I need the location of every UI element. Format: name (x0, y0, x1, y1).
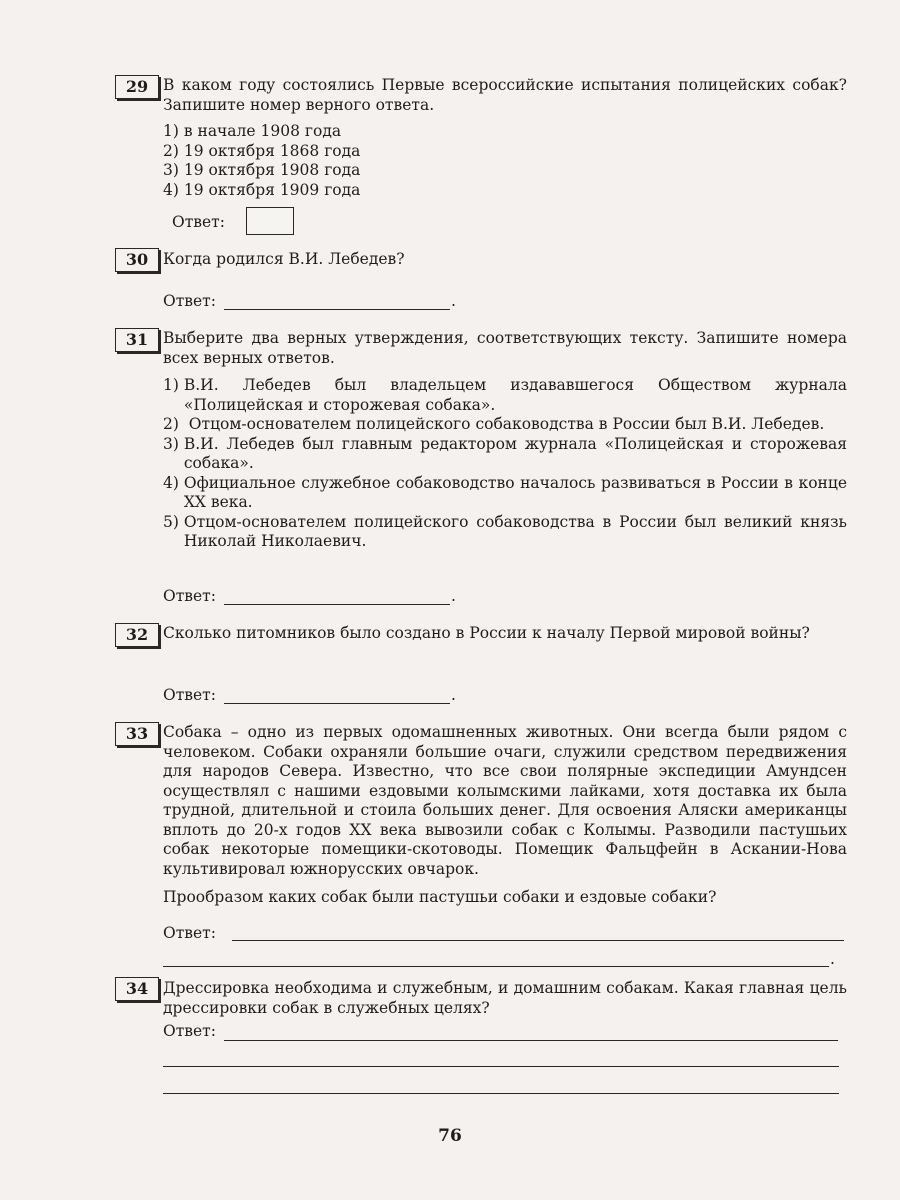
question-number-31: 31 (115, 328, 159, 352)
option-2: 2) 19 октября 1868 года (163, 141, 361, 160)
question-33-question: Прообразом каких собак были пастушьи собаки и ездовые собаки? (163, 888, 717, 906)
option-5: 5) Отцом-основателем полицейского собаководства в России был великий князь Николай Николаевич. (163, 512, 847, 550)
question-30-text: Когда родился В.И. Лебедев? (163, 250, 405, 268)
answer-label: Ответ: (172, 213, 225, 231)
answer-label: Ответ: (163, 924, 216, 942)
question-number-30: 30 (115, 248, 159, 272)
answer-dot: . (451, 587, 456, 605)
answer-label: Ответ: (163, 686, 216, 704)
option-4: 4) Официальное служебное собаководство началось развиваться в России в конце XX века. (163, 473, 847, 511)
question-34-text: Дрессировка необходима и служебным, и домашним собакам. Какая главная цель дрессировки собак в служебных целях? (163, 979, 847, 1017)
question-number-32: 32 (115, 623, 159, 647)
answer-dot: . (830, 950, 835, 968)
question-31-text: Выберите два верных утверждения, соответствующих тексту. Запишите номера всех верных ответов. (163, 329, 847, 367)
answer-dot: . (451, 292, 456, 310)
answer-label: Ответ: (163, 292, 216, 310)
answer-line[interactable] (224, 703, 450, 704)
answer-label: Ответ: (163, 587, 216, 605)
option-4: 4) 19 октября 1909 года (163, 180, 361, 199)
page-number: 76 (438, 1126, 462, 1146)
question-29-text: В каком году состоялись Первые всероссийские испытания полицейских собак? Запишите номер верного ответа. (163, 76, 847, 114)
option-1: 1) В.И. Лебедев был владельцем издававшегося Обществом журнала «Полицейская и сторожевая собака». (163, 376, 847, 414)
answer-line-1[interactable] (232, 940, 844, 941)
question-33-text: Собака – одно из первых одомашненных животных. Они всегда были рядом с человеком. Собаки охраняли большие очаги, служили средством передвижения для народов Севера. Известно, что все свои полярные экспедиции Амундсен осуществлял с нашими ездовыми колымскими лайками, хотя доставка их была трудной, длительной и стоила больших денег. Для освоения Аляски американцы вплоть до 20-х годов XX века вывозили собак с Колымы. Разводили пастушьих собак некоторые помещики-скотоводы. Помещик Фальцфейн в Аскании-Нова культивировал южнорусских овчарок. (163, 723, 847, 878)
answer-box[interactable] (246, 207, 294, 235)
question-31-options (163, 376, 847, 552)
answer-line-1[interactable] (224, 1040, 838, 1041)
question-number-33: 33 (115, 722, 159, 746)
option-3: 3) 19 октября 1908 года (163, 161, 361, 179)
answer-line-3[interactable] (163, 1093, 839, 1094)
answer-line-2[interactable] (163, 1066, 839, 1067)
answer-line[interactable] (224, 604, 450, 605)
question-32-text: Сколько питомников было создано в России к началу Первой мировой войны? (163, 624, 810, 642)
question-number-29: 29 (115, 75, 159, 99)
answer-dot: . (451, 686, 456, 704)
answer-line[interactable] (224, 309, 450, 310)
answer-line-2[interactable] (163, 966, 829, 967)
answer-label: Ответ: (163, 1022, 216, 1040)
option-2: 2) Отцом-основателем полицейского собаководства в России был В.И. Лебедев. (163, 415, 825, 433)
question-number-34: 34 (115, 977, 159, 1001)
question-29-options (163, 122, 847, 200)
option-1: 1) в начале 1908 года (163, 122, 342, 140)
option-3: 3) В.И. Лебедев был главным редактором журнала «Полицейская и сторожевая собака». (163, 434, 847, 472)
